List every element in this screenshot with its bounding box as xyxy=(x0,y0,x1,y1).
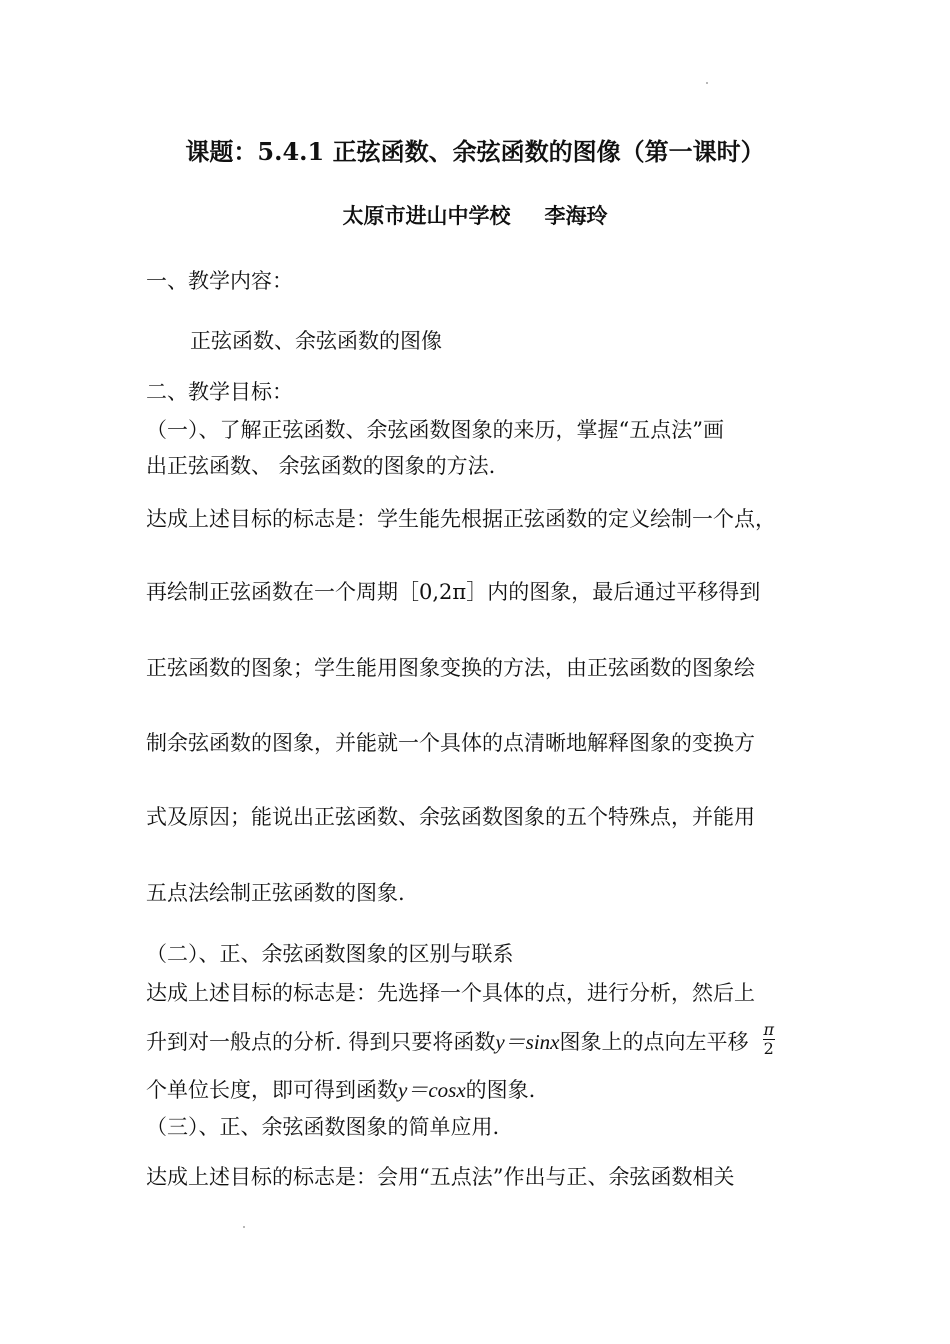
goal3-line1: 达成上述目标的标志是：会用“五点法”作出与正、余弦函数相关 xyxy=(146,1165,735,1189)
goal1-sign-line: 再绘制正弦函数在一个周期［0,2π］内的图象，最后通过平移得到 xyxy=(146,580,761,604)
page-mark-bottom xyxy=(243,1226,245,1228)
author-name: 李海玲 xyxy=(544,203,608,228)
goal2-line3 xyxy=(146,1076,535,1104)
goal2-line1: 达成上述目标的标志是：先选择一个具体的点，进行分析，然后上 xyxy=(146,981,755,1005)
fraction-pi-over-2 xyxy=(763,1021,776,1058)
goal1-sign-line: 达成上述目标的标志是：学生能先根据正弦函数的定义绘制一个点， xyxy=(146,507,776,531)
goal2-line3-post: 的图象. xyxy=(465,1078,536,1102)
goal2-line2 xyxy=(146,1020,775,1062)
goal1-line2: 出正弦函数、 余弦函数的图象的方法. xyxy=(146,454,496,478)
content-heading: 一、教学内容： xyxy=(146,269,293,293)
goal1-sign-line: 制余弦函数的图象，并能就一个具体的点清晰地解释图象的变换方 xyxy=(146,731,755,755)
goal2-line2-post: 图象上的点向左平移 xyxy=(559,1030,749,1054)
content-body: 正弦函数、余弦函数的图像 xyxy=(190,329,442,353)
page-title: 课题：5.4.1 正弦函数、余弦函数的图像（第一课时） xyxy=(185,137,765,166)
goal1-sign-line: 式及原因；能说出正弦函数、余弦函数图象的五个特殊点，并能用 xyxy=(146,805,755,829)
goal2-line3-pre: 个单位长度，即可得到函数 xyxy=(146,1078,398,1102)
goal1-line1: （一）、了解正弦函数、余弦函数图象的来历，掌握“五点法”画 xyxy=(146,418,724,442)
goal2-heading: （二）、正、余弦函数图象的区别与联系 xyxy=(146,942,514,966)
school-name: 太原市进山中学校 xyxy=(342,203,511,228)
goal2-line2-pre: 升到对一般点的分析. 得到只要将函数 xyxy=(146,1030,496,1054)
goal3-heading: （三）、正、余弦函数图象的简单应用. xyxy=(146,1115,500,1139)
goals-heading: 二、教学目标： xyxy=(146,380,293,404)
page-mark-top xyxy=(706,82,708,84)
function-sin: y＝sinx xyxy=(495,1030,560,1054)
fraction-numerator: π xyxy=(763,1020,775,1039)
function-cos: y＝cosx xyxy=(398,1078,466,1102)
fraction-denominator: 2 xyxy=(763,1039,774,1058)
goal1-sign-line: 正弦函数的图象；学生能用图象变换的方法，由正弦函数的图象绘 xyxy=(146,656,755,680)
author-line xyxy=(0,202,950,230)
goal1-sign-line: 五点法绘制正弦函数的图象. xyxy=(146,881,405,905)
